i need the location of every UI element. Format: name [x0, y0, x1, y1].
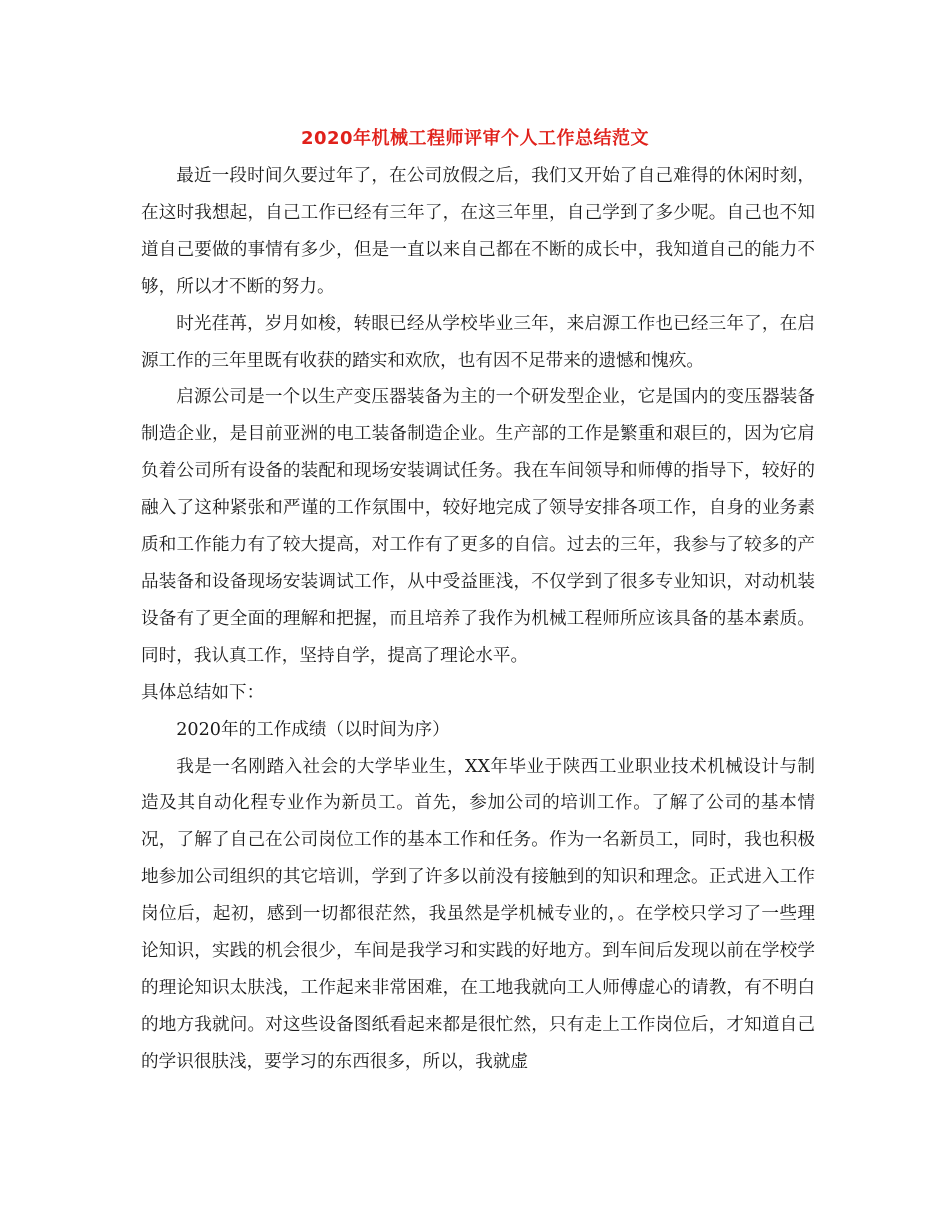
paragraph: 具体总结如下： — [141, 682, 265, 703]
document-body — [141, 158, 815, 1081]
document-title: 2020年机械工程师评审个人工作总结范文 — [300, 128, 650, 149]
paragraph: 我是一名刚踏入社会的大学毕业生，XX年毕业于陕西工业职业技术机械设计与制造及其自动化程专业作为新员工。首先，参加公司的培训工作。了解了公司的基本情况，了解了自己在公司岗位工作的基本工作和任务。作为一名新员工，同时，我也积极地参加公司组织的其它培训，学到了许多以前没有接触到的知识和理念。正式进入工作岗位后，起初，感到一切都很茫然，我虽然是学机械专业的，。在学校只学习了一些理论知识，实践的机会很少，车间是我学习和实践的好地方。到车间后发现以前在学校学的理论知识太肤浅，工作起来非常困难，在工地我就向工人师傅虚心的请教，有不明白的地方我就问。对这些设备图纸看起来都是很忙然，只有走上工作岗位后，才知道自己的学识很肤浅，要学习的东西很多，所以，我就虚 — [141, 756, 815, 1072]
paragraph: 最近一段时间久要过年了，在公司放假之后，我们又开始了自己难得的休闲时刻，在这时我想起，自己工作已经有三年了，在这三年里，自己学到了多少呢。自己也不知道自己要做的事情有多少，但是一直以来自己都在不断的成长中，我知道自己的能力不够，所以才不断的努力。 — [141, 166, 815, 297]
paragraph: 启源公司是一个以生产变压器装备为主的一个研发型企业，它是国内的变压器装备制造企业，是目前亚洲的电工装备制造企业。生产部的工作是繁重和艰巨的，因为它肩负着公司所有设备的装配和现场安装调试任务。我在车间领导和师傅的指导下，较好的融入了这种紧张和严谨的工作氛围中，较好地完成了领导安排各项工作，自身的业务素质和工作能力有了较大提高，对工作有了更多的自信。过去的三年，我参与了较多的产品装备和设备现场安装调试工作，从中受益匪浅，不仅学到了很多专业知识，对动机装设备有了更全面的理解和把握，而且培养了我作为机械工程师所应该具备的基本素质。同时，我认真工作，坚持自学，提高了理论水平。 — [141, 387, 815, 666]
section-heading: 2020年的工作成绩（以时间为序） — [176, 719, 450, 740]
paragraph: 时光荏苒，岁月如梭，转眼已经从学校毕业三年，来启源工作也已经三年了，在启源工作的三年里既有收获的踏实和欢欣，也有因不足带来的遗憾和愧疚。 — [141, 313, 815, 371]
